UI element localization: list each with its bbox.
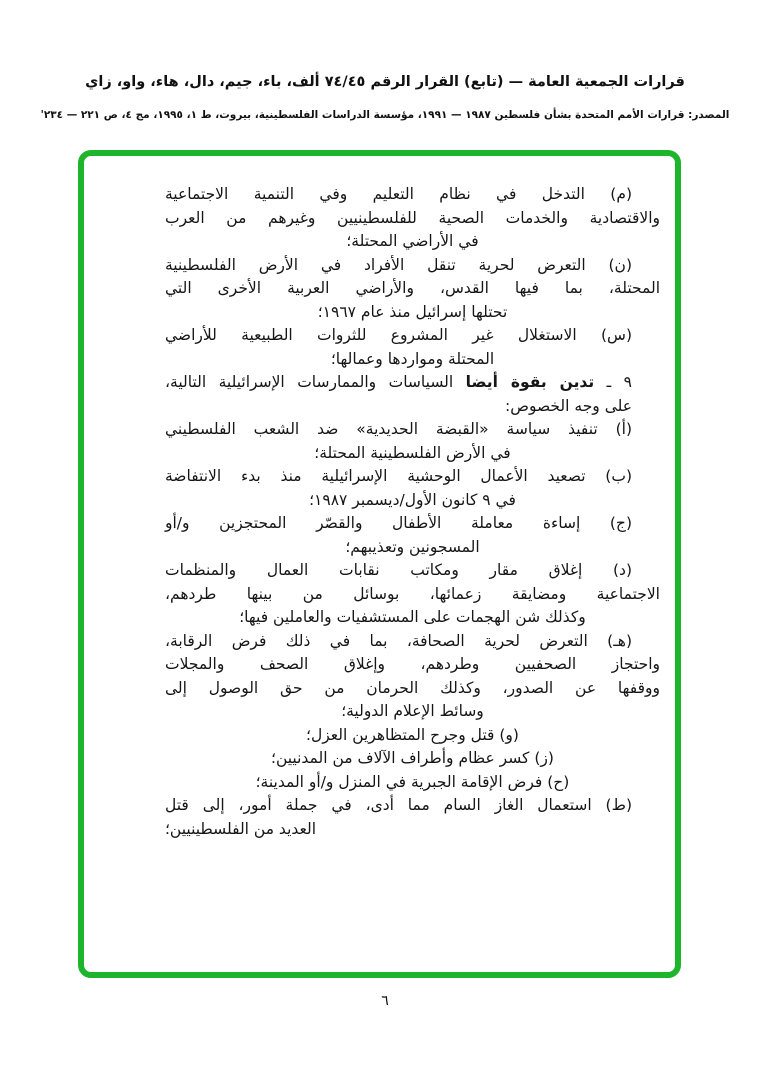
text-segment: (و) قتل وجرح المتظاهرين العزل؛ bbox=[306, 725, 519, 744]
text-line bbox=[165, 324, 660, 348]
text-line bbox=[165, 630, 660, 654]
text-segment: وكذلك شن الهجمات على المستشفيات والعاملين فيها؛ bbox=[239, 608, 586, 626]
text-segment: (س) الاستغلال غير المشروع للثروات الطبيعية للأراضي bbox=[165, 326, 632, 344]
text-segment: وسائط الإعلام الدولية؛ bbox=[341, 702, 484, 720]
text-segment: تحتلها إسرائيل منذ عام ١٩٦٧؛ bbox=[317, 302, 508, 321]
text-line bbox=[165, 230, 660, 254]
source-line: المصدر: قرارات الأمم المتحدة بشأن فلسطين ١٩٨٧ — ١٩٩١، مؤسسة الدراسات الفلسطينية، بيروت، ط ١، ١٩٩٥، مج ٤، ص ٢٢١ — ٢٣٤' bbox=[40, 109, 730, 121]
text-line bbox=[165, 395, 660, 419]
text-segment: السياسات والممارسات الإسرائيلية التالية، bbox=[165, 373, 466, 391]
text-segment: ٩ ـ bbox=[594, 373, 632, 391]
text-segment: (ن) التعرض لحرية تنقل الأفراد في الأرض الفلسطينية bbox=[165, 255, 632, 274]
text-line bbox=[165, 254, 660, 278]
text-segment: (أ) تنفيذ سياسة «القبضة الحديدية» ضد الشعب الفلسطيني bbox=[165, 420, 632, 438]
bold-text-segment: تدين بقوة أيضا bbox=[465, 373, 595, 391]
text-line bbox=[165, 277, 660, 301]
text-line bbox=[165, 794, 660, 818]
text-segment: في الأرض الفلسطينية المحتلة؛ bbox=[314, 443, 511, 462]
text-line bbox=[165, 371, 660, 395]
text-line bbox=[165, 583, 660, 607]
annotation-box bbox=[78, 150, 681, 978]
text-segment: (ز) كسر عظام وأطراف الآلاف من المدنيين؛ bbox=[271, 749, 554, 767]
text-line bbox=[165, 183, 660, 207]
page-number: ٦ bbox=[381, 993, 389, 1009]
text-segment: الاجتماعية ومضايقة زعمائها، بوسائل من بينها طردهم، bbox=[165, 584, 660, 603]
text-line bbox=[165, 301, 660, 325]
text-segment: ووقفها عن الصدور، وكذلك الحرمان من حق الوصول إلى bbox=[165, 678, 660, 697]
text-line bbox=[165, 418, 660, 442]
text-line bbox=[165, 465, 660, 489]
text-segment: (هـ) التعرض لحرية الصحافة، بما في ذلك فرض الرقابة، bbox=[165, 631, 632, 650]
text-line bbox=[165, 489, 660, 513]
text-segment: (ب) تصعيد الأعمال الوحشية الإسرائيلية منذ بدء الانتفاضة bbox=[165, 467, 632, 485]
text-segment: العديد من الفلسطينيين؛ bbox=[165, 819, 317, 838]
text-line bbox=[165, 606, 660, 630]
text-line bbox=[165, 724, 660, 748]
text-segment: (ط) استعمال الغاز السام مما أدى، في جملة أمور، إلى قتل bbox=[165, 796, 632, 814]
text-segment: المسجونين وتعذيبهم؛ bbox=[345, 537, 480, 556]
text-line bbox=[165, 442, 660, 466]
page-title: قرارات الجمعية العامة — (تابع) القرار الرقم ٧٤/٤٥ ألف، باء، جيم، دال، هاء، واو، زاي bbox=[85, 74, 685, 90]
text-segment: في ٩ كانون الأول/ديسمبر ١٩٨٧؛ bbox=[309, 490, 516, 509]
text-segment: والاقتصادية والخدمات الصحية للفلسطينيين وغيرهم من العرب bbox=[165, 208, 660, 227]
text-line bbox=[165, 348, 660, 372]
text-segment: (د) إغلاق مقار ومكاتب نقابات العمال والمنظمات bbox=[165, 561, 632, 579]
text-segment: (ح) فرض الإقامة الجبرية في المنزل و/أو المدينة؛ bbox=[255, 772, 570, 791]
text-line bbox=[165, 677, 660, 701]
text-segment: المحتلة ومواردها وعمالها؛ bbox=[330, 349, 495, 368]
text-segment: (م) التدخل في نظام التعليم وفي التنمية الاجتماعية bbox=[165, 185, 632, 203]
text-segment: المحتلة، بما فيها القدس، والأراضي العربية الأخرى التي bbox=[165, 279, 660, 297]
text-segment: واحتجاز الصحفيين وطردهم، وإغلاق الصحف والمجلات bbox=[165, 655, 660, 673]
text-line bbox=[165, 207, 660, 231]
text-line bbox=[165, 512, 660, 536]
text-segment: في الأراضي المحتلة؛ bbox=[346, 232, 479, 250]
text-line bbox=[165, 653, 660, 677]
text-line bbox=[165, 747, 660, 771]
text-segment: (ج) إساءة معاملة الأطفال والقصّر المحتجزين و/أو bbox=[165, 514, 632, 532]
text-line bbox=[165, 818, 660, 842]
text-line bbox=[165, 536, 660, 560]
resolution-text bbox=[165, 183, 660, 841]
text-line bbox=[165, 771, 660, 795]
text-line bbox=[165, 559, 660, 583]
text-segment: على وجه الخصوص: bbox=[505, 396, 632, 415]
text-line bbox=[165, 700, 660, 724]
